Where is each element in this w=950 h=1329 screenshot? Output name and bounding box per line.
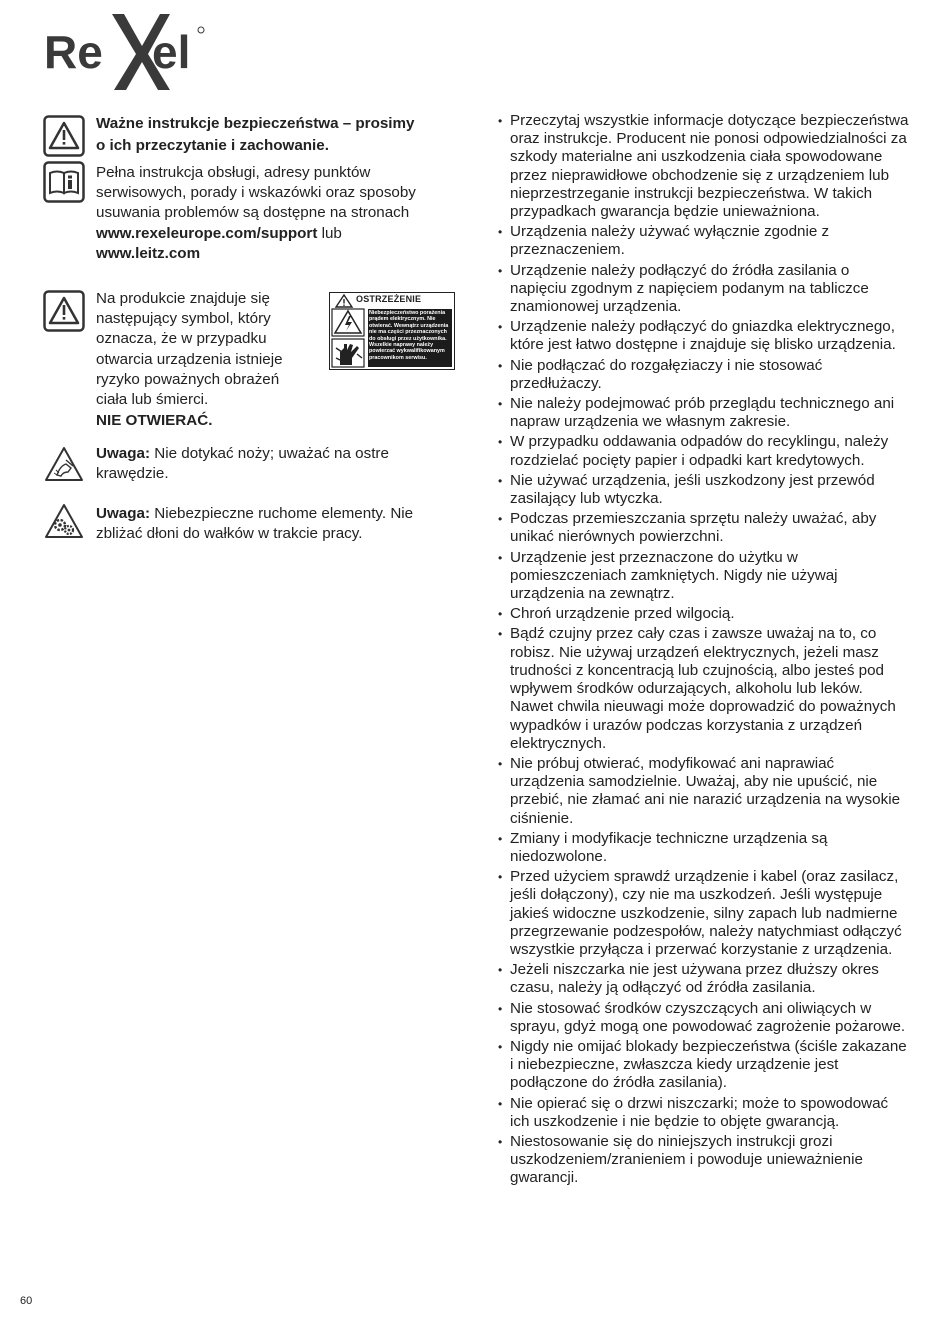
svg-text:Re: Re: [44, 26, 103, 78]
symbol-notice-line3: oznacza, że w przypadku: [96, 330, 267, 347]
svg-text:el: el: [152, 26, 191, 78]
list-item: • Jeżeli niszczarka nie jest używana przez dłuższy okres czasu, należy ją odłączyć od źródła zasilania.: [497, 961, 909, 997]
symbol-notice-line4: otwarcia urządzenia istnieje: [96, 351, 283, 368]
list-item: • Nie używać urządzenia, jeśli uszkodzony jest przewód zasilający lub wtyczka.: [497, 472, 909, 508]
list-item: • Nie należy podejmować prób przeglądu technicznego ani napraw urządzenia we własnym zakresie.: [497, 395, 909, 431]
symbol-notice-line5: ryzyko poważnych obrażeń: [96, 371, 280, 388]
caution-moving-parts: [96, 504, 413, 524]
symbol-notice-line6: ciała lub śmierci.: [96, 391, 209, 408]
list-item: • Niestosowanie się do niniejszych instrukcji grozi uszkodzeniem/zranieniem i powoduje unieważnienie gwarancji.: [497, 1133, 909, 1188]
blade-hazard-icon: [44, 446, 84, 487]
list-item: • Urządzenie należy podłączyć do gniazdka elektrycznego, które jest łatwo dostępne i znajduje się blisko urządzenia.: [497, 318, 909, 354]
read-manual-icon: [43, 161, 85, 208]
list-item: • Zmiany i modyfikacje techniczne urządzenia są niedozwolone.: [497, 830, 909, 866]
page-number: 60: [20, 1295, 33, 1307]
list-item: • W przypadku oddawania odpadów do recyklingu, należy rozdzielać pocięty papier i odpadki kart kredytowych.: [497, 433, 909, 469]
leitz-link[interactable]: www.leitz.com: [96, 245, 201, 262]
caution-knives-line2: krawędzie.: [96, 465, 169, 482]
list-item: • Przeczytaj wszystkie informacje dotyczące bezpieczeństwa oraz instrukcje. Producent nie ponosi odpowiedzialności za szkody materialne ani uszkodzenia ciała spowodowane przez nieprawidłowe obchodzenie się z urządzeniem lub nieprzestrzeganie instrukcji bezpieczeństwa. W takich przypadkach gwarancja będzie unieważniona.: [497, 112, 909, 221]
moving-parts-hazard-icon: [44, 503, 84, 544]
caution-label: Uwaga:: [96, 505, 151, 522]
caution-moving-parts-text: Niebezpieczne ruchome elementy. Nie: [150, 505, 414, 522]
list-item: • Urządzenie jest przeznaczone do użytku w pomieszczeniach zamkniętych. Nigdy nie używaj urządzenia na zewnątrz.: [497, 549, 909, 604]
do-not-open: NIE OTWIERAĆ.: [96, 412, 213, 429]
list-item: • Chroń urządzenie przed wilgocią.: [497, 605, 909, 623]
warning-label-title: OSTRZEŻENIE: [356, 294, 422, 304]
caution-knives: [96, 444, 389, 464]
list-item: • Urządzenia należy używać wyłącznie zgodnie z przeznaczeniem.: [497, 223, 909, 259]
symbol-notice-line1: Na produkcie znajduje się: [96, 290, 270, 307]
caution-knives-text: Nie dotykać noży; uważać na ostre: [150, 445, 389, 462]
list-item: • Nie próbuj otwierać, modyfikować ani naprawiać urządzenia samodzielnie. Uważaj, aby nie upuścić, nie przebić, nie złamać ani nie narazić urządzenia na wysokie ciśnienie.: [497, 755, 909, 828]
list-item: • Przed użyciem sprawdź urządzenie i kabel (oraz zasilacz, jeśli dołączony), czy nie ma uszkodzeń. Jeśli występuje jakieś widoczne uszkodzenie, silny zapach lub nadmierne przegrzewanie podzespołów, należy natychmiast odłączyć wszystkie przyłącza i przerwać korzystanie z urządzenia.: [497, 868, 909, 959]
intro-paragraph-line2: serwisowych, porady i wskazówki oraz sposoby: [96, 184, 416, 201]
warning-label-text: Niebezpieczeństwo porażenia prądem elektrycznym. Nie otwierać. Wewnątrz urządzenia nie ma części przeznaczonych do obsługi przez użytkownika. Wszelkie naprawy należy powierzać wykwalifikowanym pracownikom serwisu.: [368, 309, 452, 367]
warning-triangle-icon: [43, 115, 85, 162]
warning-triangle-icon: [43, 290, 85, 337]
intro-paragraph-line1: Pełna instrukcja obsługi, adresy punktów: [96, 164, 371, 181]
list-item: • Urządzenie należy podłączyć do źródła zasilania o napięciu zgodnym z napięciem podanym na tabliczce znamionowej urządzenia.: [497, 262, 909, 317]
warning-triangle-icon: [334, 294, 354, 308]
list-item: • Podczas przemieszczania sprzętu należy uważać, aby unikać nierównych powierzchni.: [497, 510, 909, 546]
warning-label: [329, 292, 455, 370]
support-link-line: [96, 224, 342, 244]
list-item: • Nie opierać się o drzwi niszczarki; może to spowodować ich uszkodzenie i nie będzie to objęte gwarancją.: [497, 1095, 909, 1131]
caution-moving-parts-line2: zbliżać dłoni do wałków w trakcie pracy.: [96, 525, 363, 542]
warning-label-symbols: [330, 308, 367, 369]
link-joiner: lub: [317, 225, 342, 242]
warning-label-header: [330, 293, 454, 308]
list-item: • Nie podłączać do rozgałęziaczy i nie stosować przedłużaczy.: [497, 357, 909, 393]
safety-rules-list: [497, 112, 909, 1190]
caution-label: Uwaga:: [96, 445, 151, 462]
symbol-notice-line2: następujący symbol, który: [96, 310, 271, 327]
intro-heading-line2: o ich przeczytanie i zachowanie.: [96, 137, 329, 154]
list-item: • Nie stosować środków czyszczących ani oliwiących w sprayu, gdyż mogą one powodować zagrożenie pożarowe.: [497, 1000, 909, 1036]
support-link[interactable]: www.rexeleurope.com/support: [96, 225, 318, 242]
rexel-logo: [40, 10, 210, 95]
list-item: • Nigdy nie omijać blokady bezpieczeństwa (ściśle zakazane i niebezpieczne, zwłaszcza kiedy urządzenie jest podłączone do źródła zasilania).: [497, 1038, 909, 1093]
list-item: • Bądź czujny przez cały czas i zawsze uważaj na to, co robisz. Nie używaj urządzeń elektrycznych, jeżeli masz trudności z koncentracją lub czujnością, albo jesteś pod wpływem środków odurzających, alkoholu lub leków. Nawet chwila nieuwagi może doprowadzić do poważnych wypadków i urazów podczas korzystania z urządzeń elektrycznych.: [497, 625, 909, 752]
intro-paragraph-line3: usuwania problemów są dostępne na stronach: [96, 204, 410, 221]
intro-heading-line1: Ważne instrukcje bezpieczeństwa – prosimy: [96, 115, 415, 132]
